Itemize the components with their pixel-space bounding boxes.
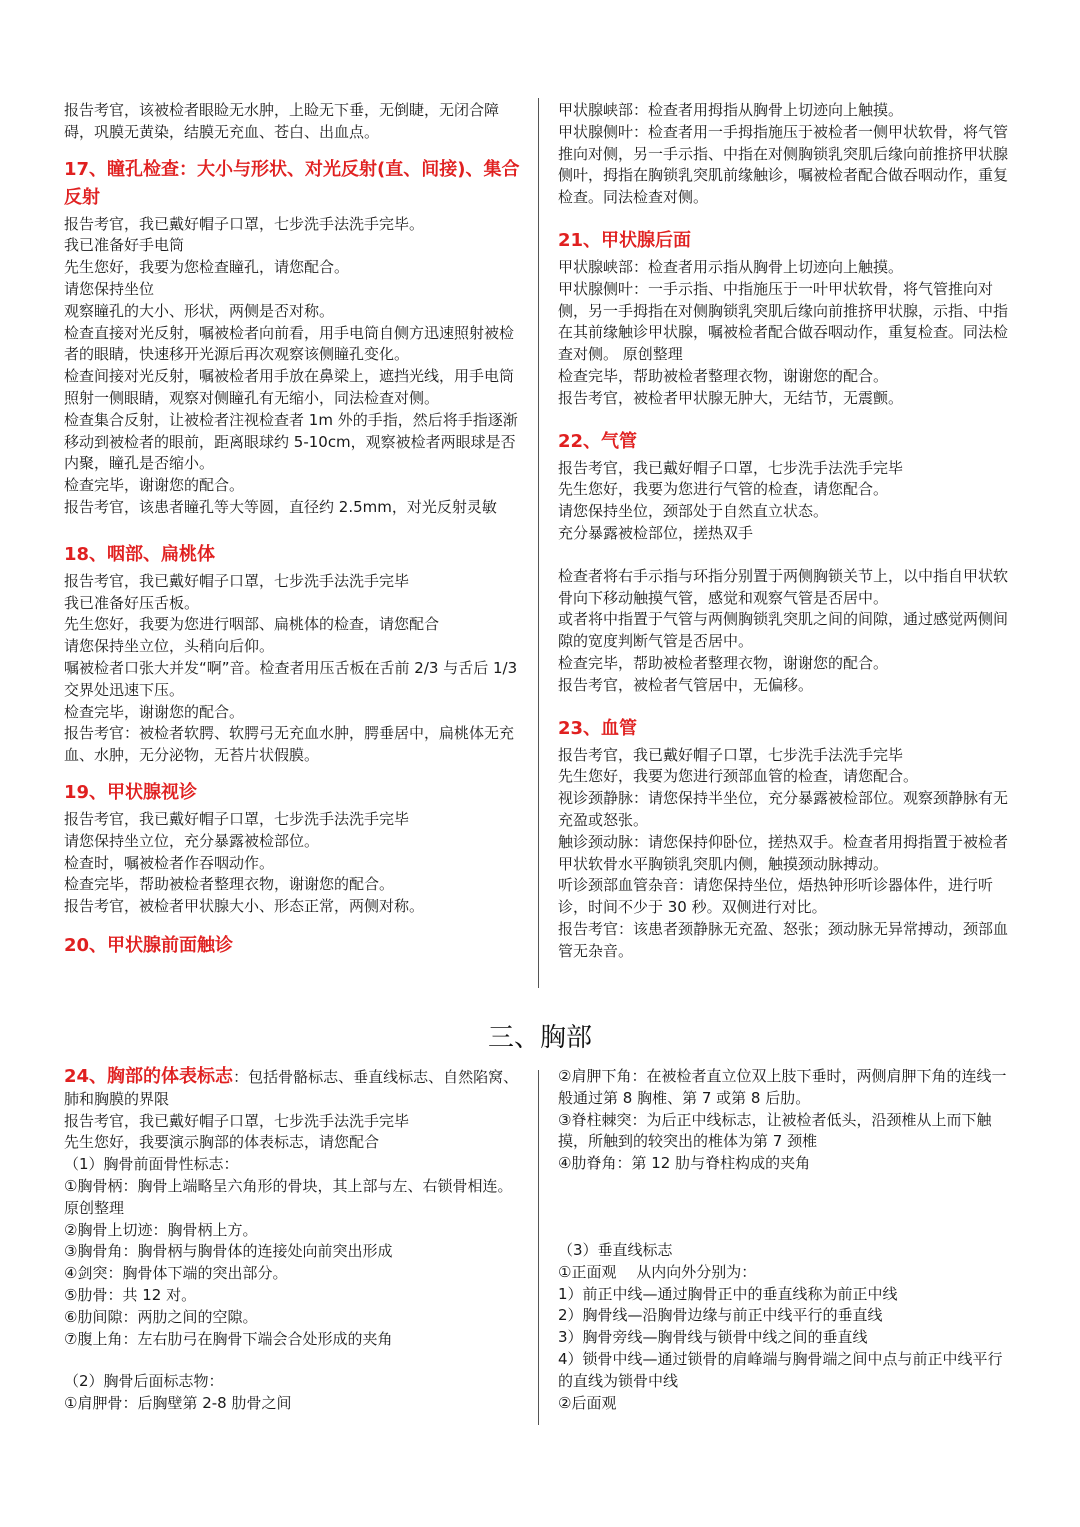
paragraph: 报告考官：该患者颈静脉无充盈、怒张；颈动脉无异常搏动，颈部血管无杂音。 [558, 919, 1009, 960]
paragraph: 触诊颈动脉：请您保持仰卧位，搓热双手。检查者用拇指置于被检者甲状软骨水平胸锁乳突肌内侧，触摸颈动脉搏动。 [558, 832, 1009, 873]
heading-s20: 20、甲状腺前面触诊 [64, 934, 234, 956]
paragraph: 报告考官，我已戴好帽子口罩，七步洗手法洗手完毕 [64, 809, 410, 828]
paragraph: （2）胸骨后面标志物： [64, 1372, 224, 1391]
paragraph: ⑦腹上角：左右肋弓在胸骨下端会合处形成的夹角 [64, 1329, 393, 1348]
left-column [64, 100, 522, 962]
column-divider [538, 98, 539, 988]
paragraph: ②胸骨上切迹：胸骨柄上方。 [64, 1220, 258, 1239]
paragraph: 先生您好，我要为您进行咽部、扁桃体的检查，请您配合 [64, 615, 440, 634]
paragraph: 报告考官，被检者甲状腺无肿大，无结节，无震颤。 [558, 388, 904, 407]
paragraph: 3）胸骨旁线—胸骨线与锁骨中线之间的垂直线 [558, 1328, 868, 1347]
paragraph: 嘱被检者口张大并发“啊”音。检查者用压舌板在舌前 2/3 与舌后 1/3 交界处迅速下压。 [64, 658, 518, 699]
section-title: 三、胸部 [487, 1023, 592, 1053]
paragraph: 检查者将右手示指与环指分别置于两侧胸锁关节上，以中指自甲状软骨向下移动触摸气管，感觉和观察气管是否居中。 [558, 566, 1009, 607]
paragraph: 先生您好，我要为您进行气管的检查，请您配合。 [558, 480, 889, 499]
paragraph: ②后面观 [558, 1393, 617, 1412]
paragraph: 检查完毕，帮助被检者整理衣物，谢谢您的配合。 [558, 366, 889, 385]
paragraph: 1）前正中线—通过胸骨正中的垂直线称为前正中线 [558, 1284, 898, 1303]
paragraph: 检查完毕，帮助被检者整理衣物，谢谢您的配合。 [64, 875, 395, 894]
spacer [558, 1175, 1016, 1240]
heading-s24-description: ：包括骨骼标志、垂直线标志、自然陷窝、肺和胸膜的界限 [64, 1068, 519, 1108]
paragraph: 先生您好，我要为您检查瞳孔，请您配合。 [64, 258, 350, 277]
paragraph: ①肩胛骨：后胸壁第 2-8 肋骨之间 [64, 1394, 292, 1413]
paragraph: 充分暴露被检部位，搓热双手 [558, 523, 754, 542]
spacer [64, 1350, 522, 1371]
spacer [558, 545, 1016, 566]
paragraph: 报告考官，我已戴好帽子口罩，七步洗手法洗手完毕 [64, 1111, 410, 1130]
paragraph: 我已准备好手电筒 [64, 236, 185, 255]
paragraph: 报告考官，我已戴好帽子口罩，七步洗手法洗手完毕 [64, 571, 410, 590]
heading-s22: 22、气管 [558, 430, 638, 452]
paragraph: 甲状腺侧叶：一手示指、中指施压于一叶甲状软骨，将气管推向对侧，另一手拇指在对侧胸锁乳突肌后缘向前推挤甲状腺，示指、中指在其前缘触诊甲状腺，嘱被检者配合做吞咽动作，重复检查。同法检查对侧。 原创整理 [558, 279, 1009, 364]
paragraph: 请您保持坐立位，充分暴露被检部位。 [64, 831, 320, 850]
paragraph: 报告考官，我已戴好帽子口罩，七步洗手法洗手完毕。 [64, 214, 425, 233]
paragraph: 请您保持坐位 [64, 279, 155, 298]
paragraph: 甲状腺峡部：检查者用拇指从胸骨上切迹向上触摸。 [558, 101, 904, 119]
right-column [558, 100, 1016, 963]
paragraph: 视诊颈静脉：请您保持半坐位，充分暴露被检部位。观察颈静脉有无充盈或怒张。 [558, 789, 1009, 829]
paragraph: （1）胸骨前面骨性标志： [64, 1155, 239, 1174]
section3-right-column [558, 1066, 1016, 1414]
paragraph: 检查完毕，帮助被检者整理衣物，谢谢您的配合。 [558, 653, 889, 672]
paragraph: 先生您好，我要演示胸部的体表标志，请您配合 [64, 1133, 380, 1152]
paragraph: 报告考官，该患者瞳孔等大等圆，直径约 2.5mm，对光反射灵敏 [64, 497, 497, 516]
paragraph: 报告考官，我已戴好帽子口罩，七步洗手法洗手完毕 [558, 745, 904, 764]
paragraph: 先生您好，我要为您进行颈部血管的检查，请您配合。 [558, 767, 919, 786]
heading-s21: 21、甲状腺后面 [558, 229, 692, 251]
paragraph: 报告考官，该被检者眼睑无水肿，上睑无下垂，无倒睫，无闭合障碍，巩膜无黄染，结膜无充血、苍白、出血点。 [64, 101, 500, 141]
paragraph: ①正面观 从内向外分别为： [558, 1262, 757, 1281]
heading-s17: 17、瞳孔检查：大小与形状、对光反射(直、间接)、集合反射 [64, 158, 520, 208]
paragraph: 检查集合反射，让被检者注视检查者 1m 外的手指，然后将手指逐渐移动到被检者的眼前，距离眼球约 5-10cm，观察被检者两眼球是否内聚，瞳孔是否缩小。 [64, 410, 518, 473]
paragraph: 甲状腺侧叶：检查者用一手拇指施压于被检者一侧甲状软骨，将气管推向对侧，另一手示指、中指在对侧胸锁乳突肌后缘向前推挤甲状腺侧叶，拇指在胸锁乳突肌前缘触诊，嘱被检者配合做吞咽动作，重复检查。同法检查对侧。 [558, 122, 1009, 207]
paragraph: 报告考官：被检者软腭、软腭弓无充血水肿，腭垂居中，扁桃体无充血、水肿，无分泌物，无苔片状假膜。 [64, 724, 515, 765]
paragraph: 报告考官，被检者甲状腺大小、形态正常，两侧对称。 [64, 897, 425, 916]
paragraph: ⑤肋骨：共 12 对。 [64, 1285, 197, 1304]
paragraph: 检查直接对光反射，嘱被检者向前看，用手电筒自侧方迅速照射被检者的眼睛，快速移开光源后再次观察该侧瞳孔变化。 [64, 323, 515, 364]
paragraph: 检查完毕，谢谢您的配合。 [64, 702, 245, 721]
paragraph: 甲状腺峡部：检查者用示指从胸骨上切迹向上触摸。 [558, 257, 904, 276]
paragraph: 请您保持坐位，颈部处于自然直立状态。 [558, 502, 829, 521]
heading-s18: 18、咽部、扁桃体 [64, 543, 216, 565]
paragraph: 检查完毕，谢谢您的配合。 [64, 476, 245, 495]
paragraph: 我已准备好压舌板。 [64, 593, 200, 612]
paragraph: ①胸骨柄：胸骨上端略呈六角形的骨块，其上部与左、右锁骨相连。 原创整理 [64, 1176, 513, 1217]
heading-s19: 19、甲状腺视诊 [64, 781, 198, 803]
paragraph [64, 1066, 522, 1111]
paragraph: 2）胸骨线—沿胸骨边缘与前正中线平行的垂直线 [558, 1306, 883, 1325]
paragraph: 4）锁骨中线—通过锁骨的肩峰端与胸骨端之间中点与前正中线平行的直线为锁骨中线 [558, 1349, 1003, 1390]
paragraph: 报告考官，我已戴好帽子口罩，七步洗手法洗手完毕 [558, 458, 904, 477]
paragraph: ④剑突：胸骨体下端的突出部分。 [64, 1264, 288, 1283]
heading-s24: 24、胸部的体表标志 [64, 1066, 234, 1087]
paragraph: 检查间接对光反射，嘱被检者用手放在鼻梁上，遮挡光线，用手电筒照射一侧眼睛，观察对侧瞳孔有无缩小，同法检查对侧。 [64, 367, 515, 407]
paragraph: 或者将中指置于气管与两侧胸锁乳突肌之间的间隙，通过感觉两侧间隙的宽度判断气管是否居中。 [558, 610, 1009, 651]
paragraph: 观察瞳孔的大小、形状，两侧是否对称。 [64, 301, 335, 320]
column-divider-lower [538, 1070, 539, 1425]
paragraph: 听诊颈部血管杂音：请您保持坐位，焐热钟形听诊器体件，进行听诊，时间不少于 30 秒。双侧进行对比。 [558, 876, 994, 917]
heading-s23: 23、血管 [558, 717, 638, 739]
paragraph: 请您保持坐立位，头稍向后仰。 [64, 637, 275, 656]
paragraph: ③胸骨角：胸骨柄与胸骨体的连接处向前突出形成 [64, 1242, 393, 1261]
paragraph: ③脊柱棘突：为后正中线标志，让被检者低头，沿颈椎从上而下触摸，所触到的较突出的椎体为第 7 颈椎 [558, 1110, 992, 1151]
paragraph: （3）垂直线标志 [558, 1240, 673, 1259]
paragraph: 检查时，嘱被检者作吞咽动作。 [64, 853, 275, 872]
paragraph: ④肋脊角：第 12 肋与脊柱构成的夹角 [558, 1154, 811, 1173]
section3-left-column [64, 1066, 522, 1415]
paragraph: ⑥肋间隙：两肋之间的空隙。 [64, 1307, 258, 1326]
paragraph: 报告考官，被检者气管居中，无偏移。 [558, 675, 814, 694]
paragraph: ②肩胛下角：在被检者直立位双上肢下垂时，两侧肩胛下角的连线一般通过第 8 胸椎、第 7 或第 8 后肋。 [558, 1067, 1007, 1107]
